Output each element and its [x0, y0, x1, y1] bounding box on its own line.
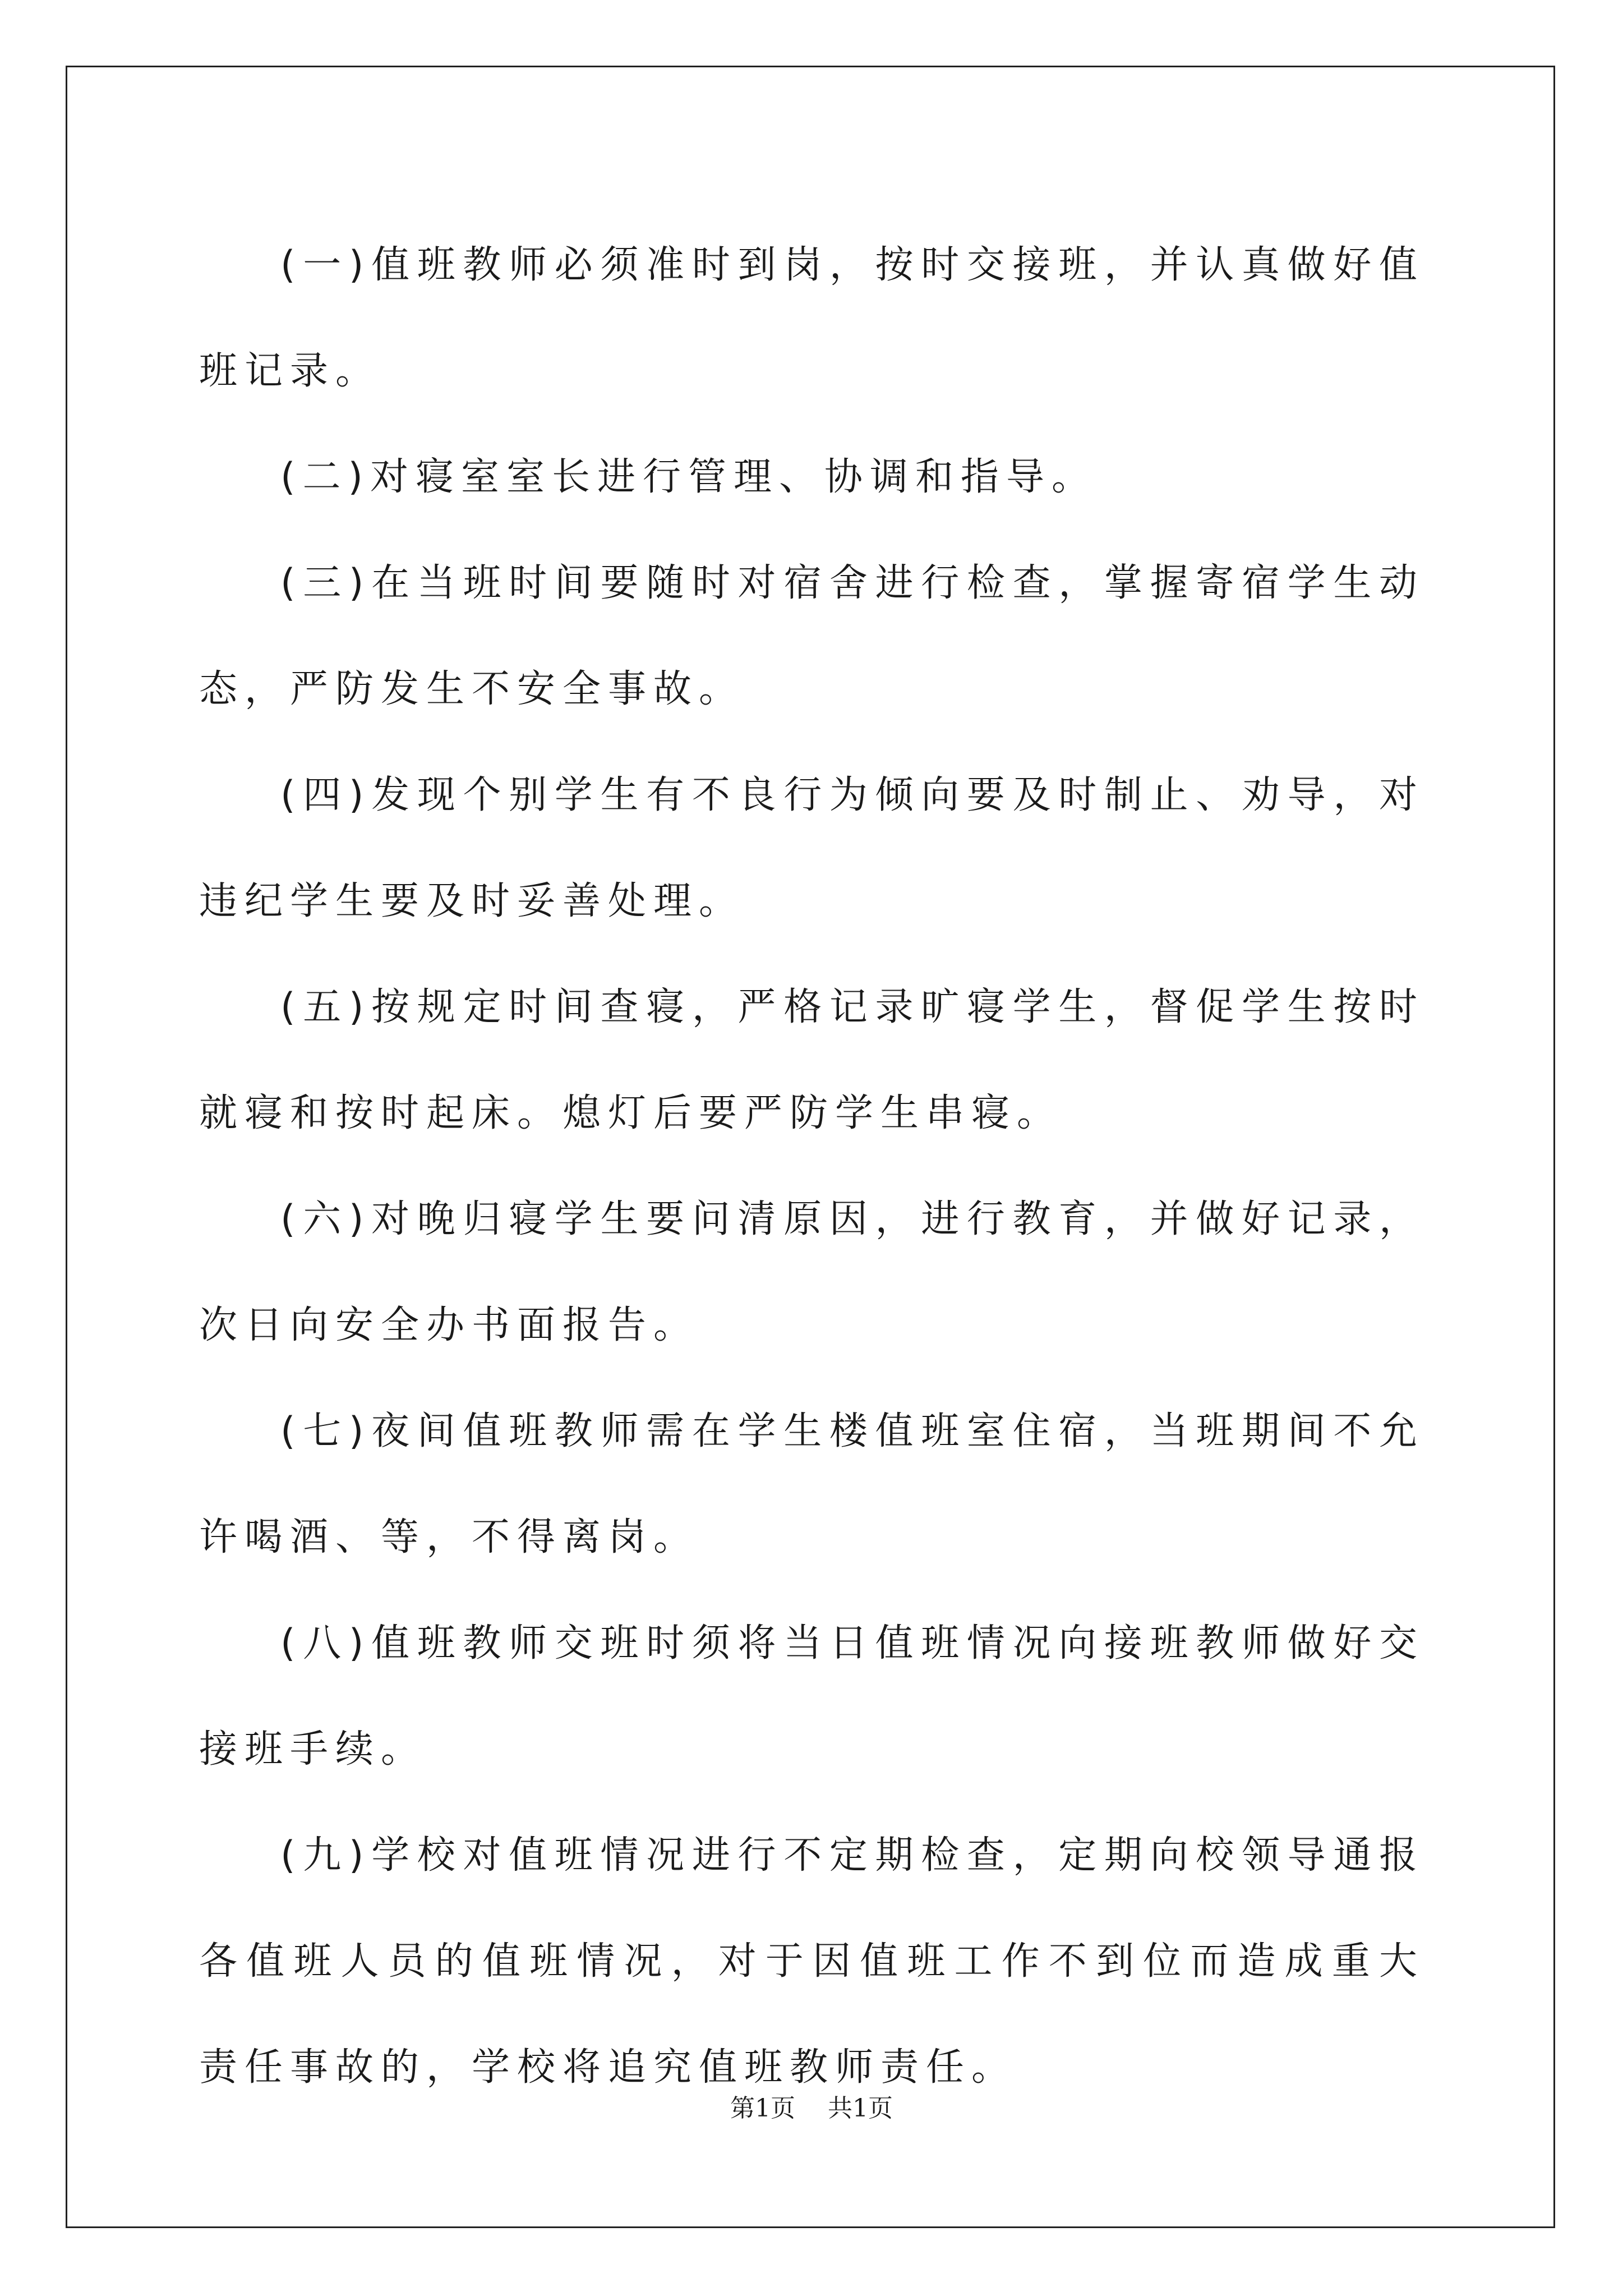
- paragraph-3: (三)在当班时间要随时对宿舍进行检查，掌握寄宿学生动态，严防发生不安全事故。: [199, 561, 1424, 711]
- paragraph-2: (二)对寝室室长进行管理、协调和指导。: [280, 455, 1098, 499]
- paragraph-4: (四)发现个别学生有不良行为倾向要及时制止、劝导，对违纪学生要及时妥善处理。: [199, 773, 1424, 923]
- paragraph-9: (九)学校对值班情况进行不定期检查，定期向校领导通报各值班人员的值班情况，对于因值班工作不到位而造成重大责任事故的，学校将追究值班教师责任。: [199, 1833, 1424, 2090]
- paragraph-6: (六)对晚归寝学生要问清原因，进行教育，并做好记录，次日向安全办书面报告。: [199, 1197, 1424, 1347]
- paragraph-8: (八)值班教师交班时须将当日值班情况向接班教师做好交接班手续。: [199, 1621, 1424, 1772]
- page-number-total: 共1页: [828, 2094, 893, 2123]
- paragraph-7: (七)夜间值班教师需在学生楼值班室住宿，当班期间不允许喝酒、等，不得离岗。: [199, 1409, 1424, 1559]
- paragraph-5: (五)按规定时间查寝，严格记录旷寝学生，督促学生按时就寝和按时起床。熄灯后要严防学生串寝。: [199, 985, 1424, 1135]
- page-number-current: 第1页: [730, 2094, 795, 2123]
- page-footer: [0, 2088, 1623, 2124]
- document-body: [199, 212, 1424, 2120]
- paragraph-1: (一)值班教师必须准时到岗，按时交接班，并认真做好值班记录。: [199, 243, 1424, 393]
